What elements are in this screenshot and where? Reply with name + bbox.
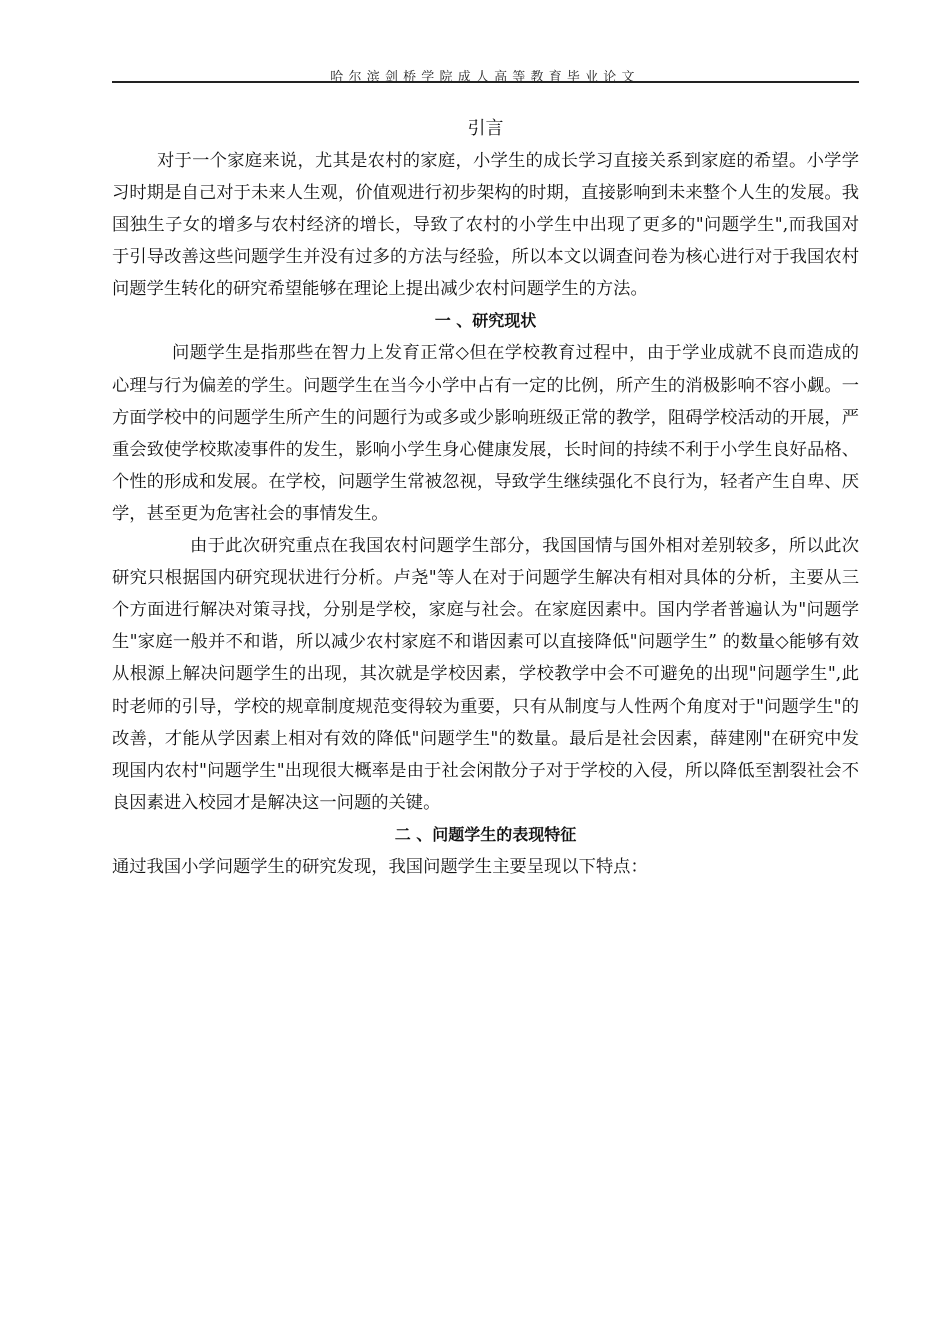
intro-paragraph: 对于一个家庭来说，尤其是农村的家庭，小学生的成长学习直接关系到家庭的希望。小学学习时期是自己对于未来人生观，价值观进行初步架构的时期，直接影响到未来整个人生的发展。我国独生子女的增多与农村经济的增长，导致了农村的小学生中出现了更多的"问题学生",而我国对于引导改善这些问题学生并没有过多的方法与经验，所以本文以调查问卷为核心进行对于我国农村问题学生转化的研究希望能够在理论上提出减少农村问题学生的方法。	[112, 151, 859, 300]
section-heading-2: 二 、问题学生的表现特征	[394, 824, 577, 844]
page-body	[112, 113, 859, 883]
section-2-paragraph-1: 通过我国小学问题学生的研究发现，我国问题学生主要呈现以下特点：	[112, 856, 648, 877]
page-header: 哈尔滨剑桥学院成人高等教育毕业论文	[330, 70, 640, 85]
section-1-paragraph-1: 问题学生是指那些在智力上发育正常◇但在学校教育过程中，由于学业成就不良而造成的心理与行为偏差的学生。问题学生在当今小学中占有一定的比例，所产生的消极影响不容小觑。一方面学校中的问题学生所产生的问题行为或多或少影响班级正常的教学，阻碍学校活动的开展，严重会致使学校欺凌事件的发生，影响小学生身心健康发展，长时间的持续不利于小学生良好品格、个性的形成和发展。在学校，问题学生常被忽视，导致学生继续强化不良行为，轻者产生自卑、厌学，甚至更为危害社会的事情发生。	[112, 343, 859, 524]
section-1-paragraph-2: 由于此次研究重点在我国农村问题学生部分，我国国情与国外相对差别较多，所以此次研究只根据国内研究现状进行分析。卢尧"等人在对于问题学生解决有相对具体的分析，主要从三个方面进行解决对策寻找，分别是学校，家庭与社会。在家庭因素中。国内学者普遍认为"问题学生"家庭一般并不和谐，所以减少农村家庭不和谐因素可以直接降低"问题学生” 的数量◇能够有效从根源上解决问题学生的出现，其次就是学校因素，学校教学中会不可避免的出现"问题学生",此时老师的引导，学校的规章制度规范变得较为重要，只有从制度与人性两个角度对于"问题学生"的改善，才能从学因素上相对有效的降低"问题学生"的数量。最后是社会因素，薛建刚"在研究中发现国内农村"问题学生"出现很大概率是由于社会闲散分子对于学校的入侵，所以降低至割裂社会不良因素进入校园才是解决这一问题的关键。	[112, 536, 859, 813]
header-rule	[112, 81, 859, 83]
section-heading-1: 一 、研究现状	[434, 311, 537, 331]
intro-heading: 引言	[467, 118, 504, 139]
